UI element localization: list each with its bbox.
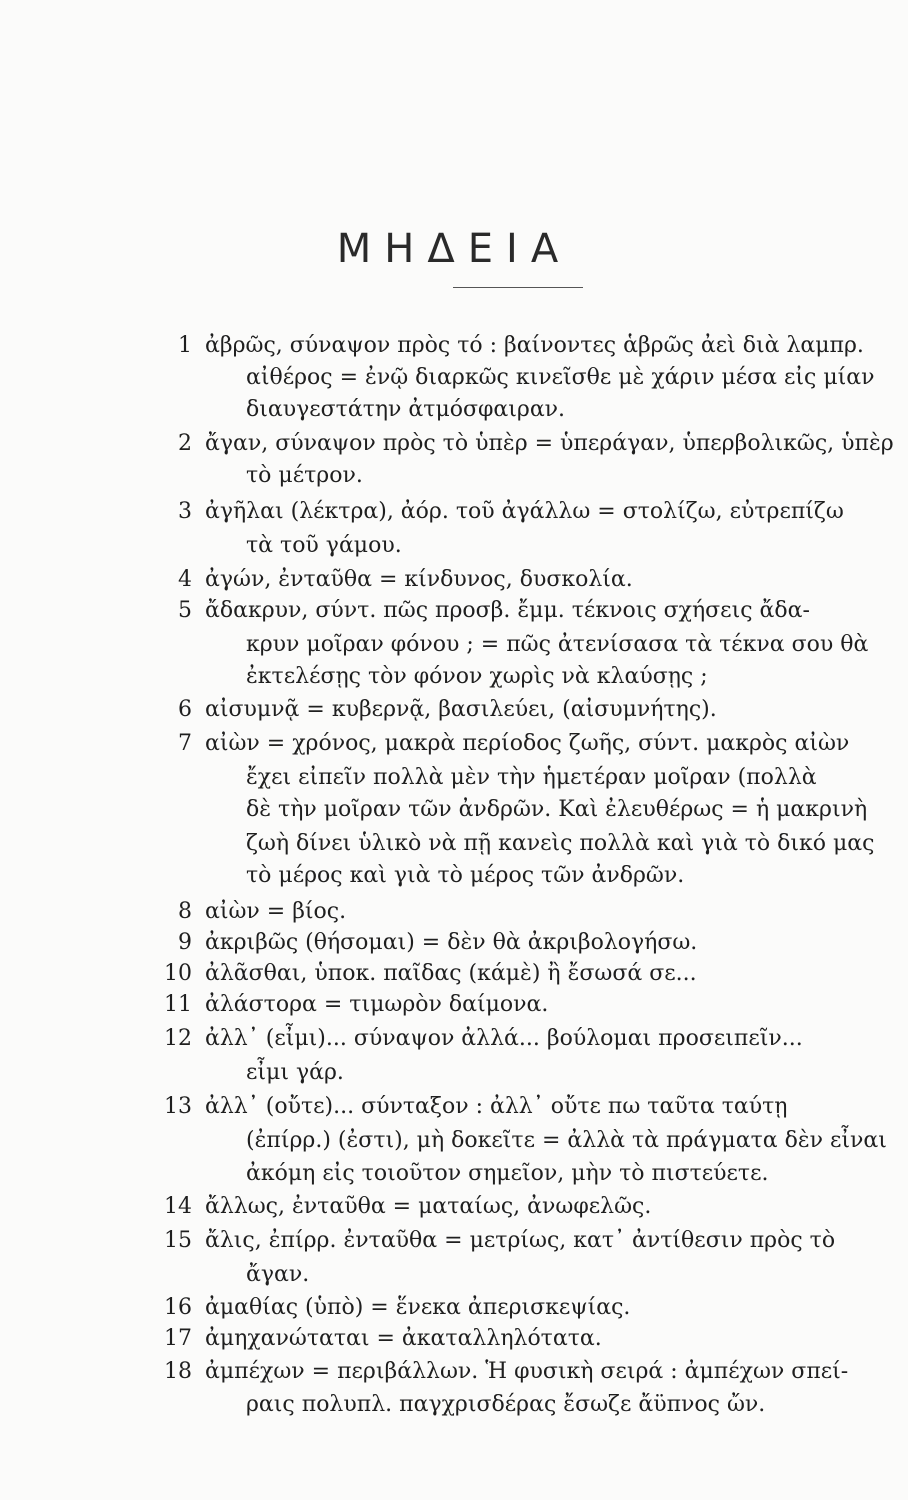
entry-number: 1 (178, 333, 192, 358)
entry-number: 4 (178, 567, 192, 592)
entry-continuation: ζωὴ δίνει ὑλικὸ νὰ πῇ κανεὶς πολλὰ καὶ γιὰ τὸ δικό μας (246, 831, 875, 856)
entry-continuation: κρυν μοῖραν φόνου ; = πῶς ἀτενίσασα τὰ τέκνα σου θὰ (246, 632, 869, 657)
entry-number: 6 (178, 697, 192, 722)
entry-continuation: ἀκόμη εἰς τοιοῦτον σημεῖον, μὴν τὸ πιστεύετε. (246, 1161, 769, 1186)
entry-continuation: ραις πολυπλ. παγχρισδέρας ἔσωζε ἄϋπνος ὤν. (246, 1392, 766, 1417)
entry-continuation: τὰ τοῦ γάμου. (246, 533, 402, 558)
entry-number: 7 (178, 731, 192, 756)
entry-headline: ἄλις, ἐπίρρ. ἐνταῦθα = μετρίως, κατ᾽ ἀντίθεσιν πρὸς τὸ (205, 1228, 836, 1253)
entry-continuation: ἐκτελέσῃς τὸν φόνον χωρὶς νὰ κλαύσῃς ; (246, 664, 708, 689)
entry-headline: ἀλλ᾽ (εἶμι)... σύναψον ἀλλά... βούλομαι προσειπεῖν... (205, 1026, 803, 1051)
entry-number: 12 (164, 1026, 192, 1051)
entry-number: 11 (164, 992, 192, 1017)
entry-continuation: δὲ τὴν μοῖραν τῶν ἀνδρῶν. Καὶ ἐλευθέρως = ἡ μακρινὴ (246, 797, 868, 822)
entry-headline: ἀβρῶς, σύναψον πρὸς τό : βαίνοντες ἁβρῶς ἀεὶ διὰ λαμπρ. (205, 333, 864, 358)
page-title: ΜΗΔΕΙΑ (336, 226, 572, 272)
entry-number: 2 (178, 431, 192, 456)
entry-headline: αἰσυμνᾷ = κυβερνᾷ, βασιλεύει, (αἰσυμνήτης). (205, 697, 717, 722)
entry-headline: ἀλάστορα = τιμωρὸν δαίμονα. (205, 992, 549, 1017)
entry-continuation: (ἐπίρρ.) (ἐστι), μὴ δοκεῖτε = ἀλλὰ τὰ πράγματα δὲν εἶναι (246, 1128, 887, 1153)
entry-number: 3 (178, 499, 192, 524)
entry-number: 15 (164, 1228, 192, 1253)
title-rule (453, 287, 583, 288)
entry-headline: ἀλᾶσθαι, ὑποκ. παῖδας (κάμὲ) ἢ ἔσωσά σε... (205, 961, 697, 986)
entry-headline: ἄγαν, σύναψον πρὸς τὸ ὑπὲρ = ὑπεράγαν, ὑπερβολικῶς, ὑπὲρ (205, 431, 894, 456)
entry-number: 8 (178, 899, 192, 924)
entry-headline: ἀμαθίας (ὑπὸ) = ἕνεκα ἀπερισκεψίας. (205, 1295, 631, 1320)
entry-continuation: αἰθέρος = ἐνῷ διαρκῶς κινεῖσθε μὲ χάριν μέσα εἰς μίαν (246, 365, 875, 390)
entry-headline: ἀγών, ἐνταῦθα = κίνδυνος, δυσκολία. (205, 567, 633, 592)
entry-number: 16 (164, 1295, 192, 1320)
entry-number: 17 (164, 1326, 192, 1351)
entry-headline: ἄλλως, ἐνταῦθα = ματαίως, ἀνωφελῶς. (205, 1194, 652, 1219)
entry-number: 10 (164, 961, 192, 986)
entry-headline: ἀμηχανώταται = ἀκαταλληλότατα. (205, 1326, 602, 1351)
entry-number: 13 (164, 1094, 192, 1119)
entry-continuation: ἄγαν. (246, 1262, 310, 1287)
entry-continuation: ἔχει εἰπεῖν πολλὰ μὲν τὴν ἡμετέραν μοῖραν (πολλὰ (246, 765, 817, 790)
entry-continuation: τὸ μέτρον. (246, 463, 363, 488)
entry-number: 5 (178, 598, 192, 623)
entry-headline: ἀκριβῶς (θήσομαι) = δὲν θὰ ἀκριβολογήσω. (205, 930, 698, 955)
entry-headline: αἰὼν = χρόνος, μακρὰ περίοδος ζωῆς, σύντ. μακρὸς αἰὼν (205, 731, 850, 756)
entry-continuation: εἶμι γάρ. (246, 1060, 344, 1085)
entry-headline: ἀμπέχων = περιβάλλων. Ἡ φυσικὴ σειρά : ἀμπέχων σπεί- (205, 1359, 849, 1384)
entry-number: 14 (164, 1194, 192, 1219)
entry-headline: αἰὼν = βίος. (205, 899, 347, 924)
entry-headline: ἀγῆλαι (λέκτρα), ἀόρ. τοῦ ἀγάλλω = στολίζω, εὐτρεπίζω (205, 499, 844, 524)
entry-number: 9 (178, 930, 192, 955)
entry-number: 18 (164, 1359, 192, 1384)
entry-continuation: τὸ μέρος καὶ γιὰ τὸ μέρος τῶν ἀνδρῶν. (246, 863, 685, 888)
entry-headline: ἄδακρυν, σύντ. πῶς προσβ. ἔμμ. τέκνοις σχήσεις ἄδα- (205, 598, 810, 623)
entry-continuation: διαυγεστάτην ἀτμόσφαιραν. (246, 397, 566, 422)
entry-headline: ἀλλ᾽ (οὔτε)... σύνταξον : ἀλλ᾽ οὔτε πω ταῦτα ταύτῃ (205, 1094, 788, 1119)
